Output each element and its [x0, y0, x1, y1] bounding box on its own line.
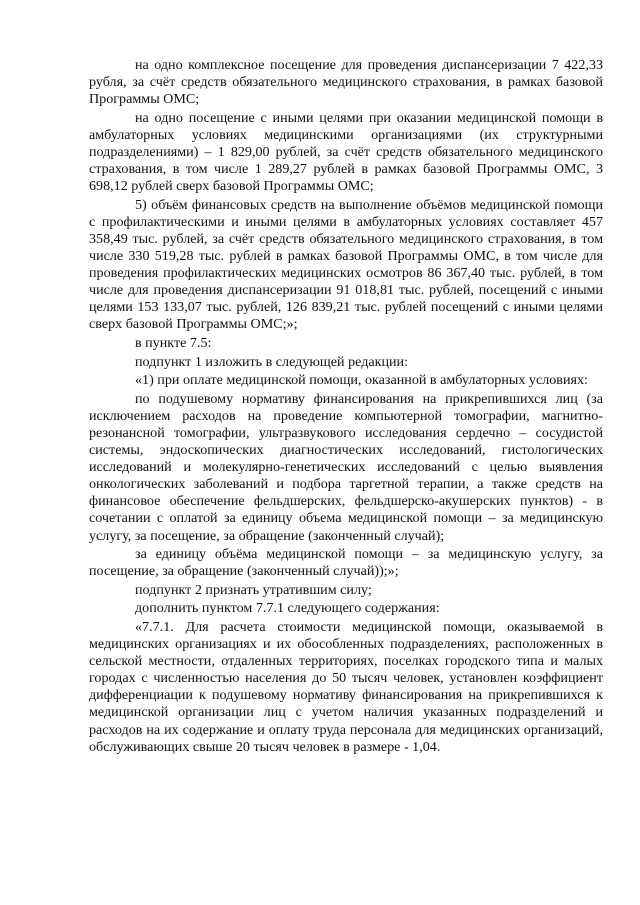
paragraph-item-5-financing: 5) объём финансовых средств на выполнение объёмов медицинской помощи с профилактическими и иными целями в амбулаторных условиях составляет 457 358,49 тыс. рублей, за счёт средств обязательного медицинского страхования, в том числе 330 519,28 тыс. рублей в рамках базовой Программы ОМС, в том числе для проведения профилактических медицинских осмотров 86 367,40 тыс. рублей, в том числе для проведения диспансеризации 91 018,81 тыс. рублей, посещений с иными целями 153 133,07 тыс. рублей, 126 839,21 тыс. рублей посещений с иными целями сверх базовой Программы ОМС;»;: [89, 196, 603, 333]
paragraph-clause-7-7-1: «7.7.1. Для расчета стоимости медицинской помощи, оказываемой в медицинских организациях и их обособленных подразделениях, расположенных в сельской местности, отдаленных территориях, поселках городского типа и малых городах с численностью населения до 50 тысяч человек, установлен коэффициент дифференциации к подушевому нормативу финансирования на прикрепившихся к медицинской организации лиц с учетом наличия указанных подразделений и расходов на их содержание и оплату труда персонала для медицинских организаций, обслуживающих свыше 20 тысяч человек в размере - 1,04.: [89, 619, 603, 755]
paragraph-dispensary-cost: на одно комплексное посещение для проведения диспансеризации 7 422,33 рубля, за счёт средств обязательного медицинского страхования, в рамках базовой Программы ОМС;: [89, 57, 603, 108]
paragraph-add-7-7-1: дополнить пунктом 7.7.1 следующего содержания:: [135, 600, 440, 617]
paragraph-clause-7-5: в пункте 7.5:: [135, 335, 212, 351]
paragraph-subclause-1-text: «1) при оплате медицинской помощи, оказанной в амбулаторных условиях:: [135, 372, 588, 389]
paragraph-subclause-1-intro: подпункт 1 изложить в следующей редакции:: [135, 353, 409, 370]
paragraph-per-capita-norm: по подушевому нормативу финансирования на прикрепившихся лиц (за исключением расходов на проведение компьютерной томографии, магнитно-резонансной томографии, ультразвукового исследования сердечно – сосудистой системы, эндоскопических диагностических исследований, гистологических исследований и молекулярно-генетических исследований с целью выявления онкологических заболеваний и подбора таргетной терапии, а также средств на финансовое обеспечение фельдшерских, фельдшерско-акушерских пунктов) - в сочетании с оплатой за единицу объема медицинской помощи – за медицинскую услугу, за посещение, за обращение (законченный случай);: [89, 390, 603, 544]
document-page: [89, 57, 603, 757]
paragraph-other-visits-cost: на одно посещение с иными целями при оказании медицинской помощи в амбулаторных условиях медицинскими организациями (их структурными подразделениями) – 1 829,00 рублей, за счёт средств обязательного медицинского страхования, в том числе 1 289,27 рублей в рамках базовой Программы ОМС, 3 698,12 рублей сверх базовой Программы ОМС;: [89, 109, 603, 195]
paragraph-subclause-2-void: подпункт 2 признать утратившим силу;: [135, 581, 372, 598]
paragraph-unit-volume: за единицу объёма медицинской помощи – за медицинскую услугу, за посещение, за обращение (законченный случай));»;: [89, 546, 603, 580]
